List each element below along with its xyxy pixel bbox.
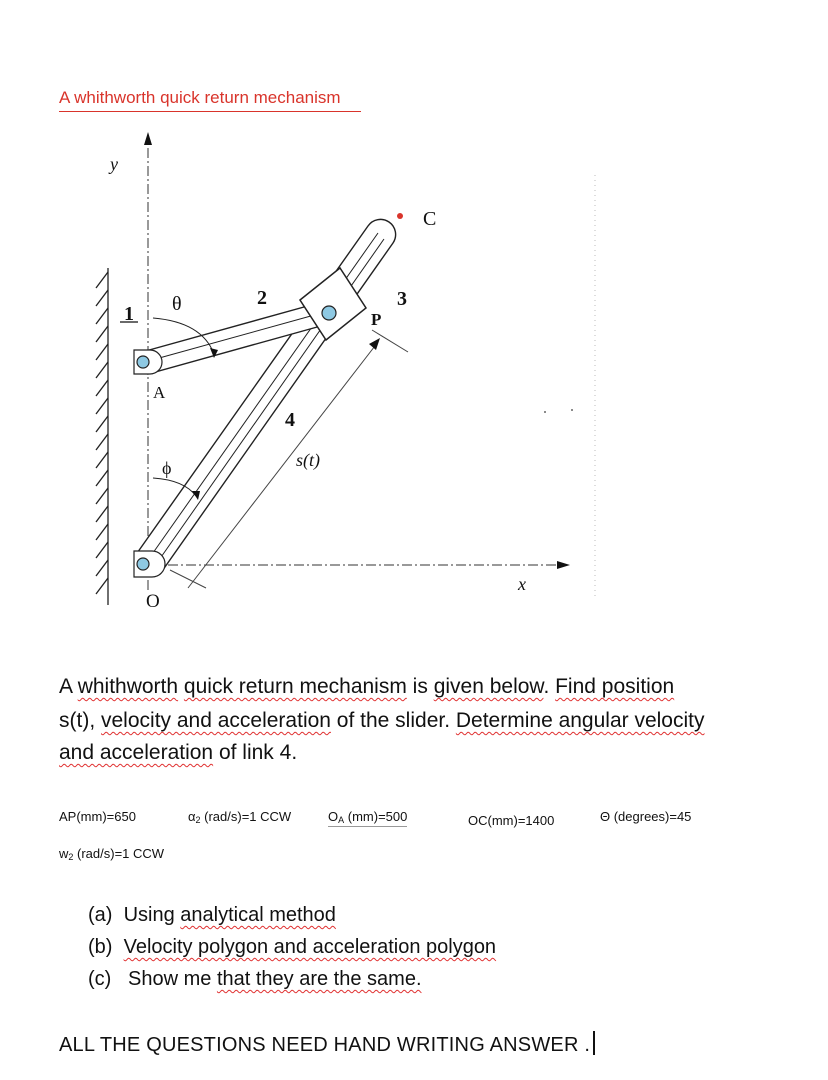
label-s: s(t) <box>296 450 320 470</box>
problem-line-2 <box>59 708 705 734</box>
notice-text: ALL THE QUESTIONS NEED HAND WRITING ANSWER . <box>59 1034 591 1056</box>
pin-a <box>134 350 162 374</box>
question-a <box>88 902 336 928</box>
param-oc: OC(mm)=1400 <box>468 813 555 828</box>
point-c-marker <box>397 213 403 219</box>
page-title: A whithworth quick return mechanism <box>59 88 341 107</box>
param-alpha2 <box>188 809 291 825</box>
text-segment: Velocity polygon and acceleration polygon <box>123 936 497 958</box>
label-phi: ϕ <box>162 458 172 478</box>
question-c <box>88 966 422 992</box>
value-text: (rad/s)=1 CCW <box>200 809 292 824</box>
text-segment: Using <box>123 904 181 926</box>
value-text: (rad/s)=1 CCW <box>73 846 165 861</box>
label-theta: θ <box>172 293 182 315</box>
text-segment: Find position <box>555 675 675 698</box>
question-tag: (a) <box>88 904 113 926</box>
label-y: y <box>110 154 118 174</box>
y-axis-arrow <box>144 132 152 145</box>
label-c: C <box>423 208 437 230</box>
text-segment: A <box>59 675 78 698</box>
question-tag: (b) <box>88 936 113 958</box>
text-segment: quick return mechanism <box>183 675 407 698</box>
text-segment: s(t), <box>59 709 101 732</box>
label-4: 4 <box>285 409 295 431</box>
param-theta: Θ (degrees)=45 <box>600 809 692 824</box>
label-p: P <box>371 310 382 329</box>
text-segment: analytical method <box>180 904 336 926</box>
param-oa <box>328 809 407 827</box>
subscript: 2 <box>68 852 74 862</box>
pin-o <box>134 551 165 577</box>
text-segment: Determine angular velocity <box>455 709 705 732</box>
text-segment: that they are the same. <box>216 968 422 990</box>
label-a: A <box>153 383 166 402</box>
ground-wall <box>96 268 108 605</box>
label-1: 1 <box>124 303 134 325</box>
text-segment: of link 4. <box>213 741 298 764</box>
subscript: 2 <box>195 815 201 825</box>
handwriting-notice <box>59 1031 595 1057</box>
s-dimension-arrow <box>369 338 380 350</box>
text-segment: and acceleration <box>59 741 214 764</box>
label-x: x <box>518 574 526 594</box>
text-segment: whithworth <box>77 675 179 698</box>
param-ap: AP(mm)=650 <box>59 809 136 824</box>
link-4 <box>135 219 396 574</box>
text-segment: velocity and acceleration <box>101 709 331 732</box>
text-segment: given below <box>433 675 544 698</box>
x-axis-arrow <box>557 561 570 569</box>
subscript: A <box>338 815 345 825</box>
label-2: 2 <box>257 287 267 309</box>
problem-line-1 <box>59 674 674 700</box>
mechanism-diagram <box>0 125 828 615</box>
label-o: O <box>146 591 160 612</box>
text-segment: . <box>543 675 556 698</box>
param-w2 <box>59 846 164 862</box>
symbol: O <box>328 809 339 824</box>
symbol: w <box>59 846 69 861</box>
text-segment: of the slider. <box>330 709 456 732</box>
title-underline <box>59 111 361 112</box>
problem-line-3 <box>59 740 297 766</box>
value-text: (mm)=500 <box>344 809 408 824</box>
question-b <box>88 934 496 960</box>
question-tag: (c) <box>88 968 112 990</box>
label-3: 3 <box>397 288 407 310</box>
symbol: α <box>188 809 196 824</box>
text-cursor[interactable] <box>593 1031 595 1055</box>
text-segment: is <box>406 675 434 698</box>
text-segment: Show me <box>128 968 217 990</box>
